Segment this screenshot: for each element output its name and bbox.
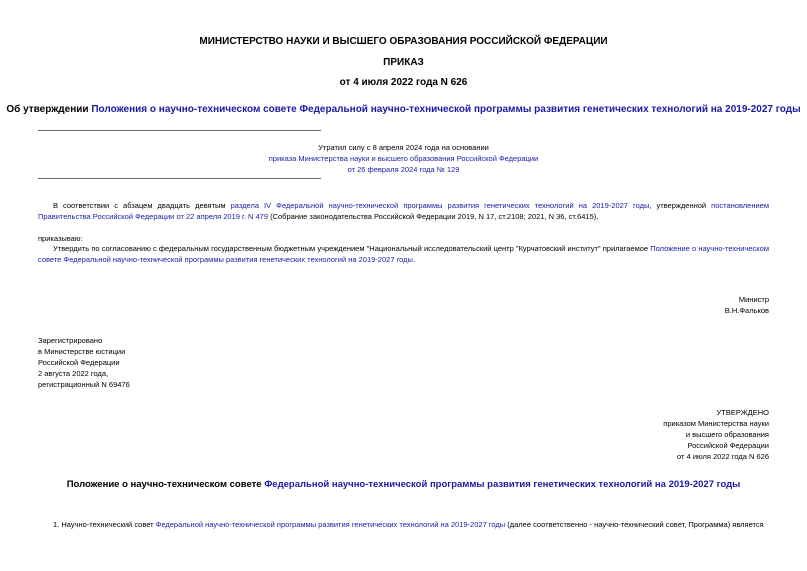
registration-line: в Министерстве юстиции <box>38 347 126 356</box>
registration-line: регистрационный N 69476 <box>38 380 130 389</box>
paragraph-preamble <box>38 200 769 222</box>
order-word: приказываю: <box>38 234 83 243</box>
approval-line: приказом Министерства науки <box>663 419 769 428</box>
approval-block <box>560 407 769 462</box>
divider-top <box>38 130 321 131</box>
doc-title <box>0 104 807 115</box>
paragraph-order <box>38 243 769 265</box>
preamble-text-mid: , утвержденной <box>649 201 712 210</box>
annex-title-link[interactable]: Федеральной научно-технической программы развития генетических технологий на 2019-2027 годы <box>264 479 741 490</box>
approval-line: от 4 июля 2022 года N 626 <box>677 452 769 461</box>
signature-position: Министр <box>738 295 769 304</box>
item1-text-start: 1. Научно-технический совет <box>53 520 156 529</box>
approval-line: Российской Федерации <box>687 441 769 450</box>
government-decree-link[interactable]: постановлением Правительства Российской Федерации от 22 апреля 2019 г. N 479 <box>38 201 769 221</box>
doc-title-prefix: Об утверждении <box>6 104 92 115</box>
approval-line: УТВЕРЖДЕНО <box>716 408 769 417</box>
divider-bottom <box>38 178 321 179</box>
item1-program-link[interactable]: Федеральной научно-технической программы развития генетических технологий на 2019-2027 годы <box>155 520 506 529</box>
status-block <box>38 142 769 175</box>
doc-title-link[interactable]: Положения о научно-техническом совете Федеральной научно-технической программы развития генетических технологий на 2019-2027 годы <box>91 104 801 115</box>
preamble-text-end: (Собрание законодательства Российской Федерации 2019, N 17, ст.2108; 2021, N 36, ст.6415), <box>268 212 599 221</box>
order-text-end: . <box>412 255 416 264</box>
order-text-start: Утвердить по согласованию с федеральным государственным бюджетным учреждением "Национальный исследовательский центр "Курчатовский институт" прилагаемое <box>53 244 651 253</box>
annex-item-1 <box>38 519 769 530</box>
status-line: Утратил силу с 8 апреля 2024 года на основании <box>318 143 489 152</box>
regulation-link[interactable]: Положение о научно-техническом совете Федеральной научно-технической программы развития генетических технологий на 2019-2027 годы <box>38 244 769 264</box>
annex-title <box>0 479 807 490</box>
signature-name: В.Н.Фальков <box>724 306 769 315</box>
status-link-line2[interactable]: от 26 февраля 2024 года № 129 <box>347 165 460 174</box>
doc-date-number: от 4 июля 2022 года N 626 <box>339 77 468 88</box>
status-link-line1[interactable]: приказа Министерства науки и высшего образования Российской Федерации <box>268 154 539 163</box>
annex-title-prefix: Положение о научно-техническом совете <box>66 479 265 490</box>
signature-block <box>600 294 769 316</box>
preamble-text-start: В соответствии с абзацем двадцать девятым <box>53 201 231 210</box>
program-section-link[interactable]: раздела IV Федеральной научно-технической программы развития генетических технологий на 2019-2027 годы <box>230 201 650 210</box>
item1-text-end: (далее соответственно - научно-технический совет, Программа) является <box>505 520 764 529</box>
doc-type-heading: ПРИКАЗ <box>383 57 424 68</box>
ministry-heading: МИНИСТЕРСТВО НАУКИ И ВЫСШЕГО ОБРАЗОВАНИЯ РОССИЙСКОЙ ФЕДЕРАЦИИ <box>199 36 608 47</box>
registration-line: Российской Федерации <box>38 358 120 367</box>
approval-line: и высшего образования <box>685 430 769 439</box>
registration-line: 2 августа 2022 года, <box>38 369 109 378</box>
registration-line: Зарегистрировано <box>38 336 103 345</box>
registration-block <box>38 335 238 390</box>
